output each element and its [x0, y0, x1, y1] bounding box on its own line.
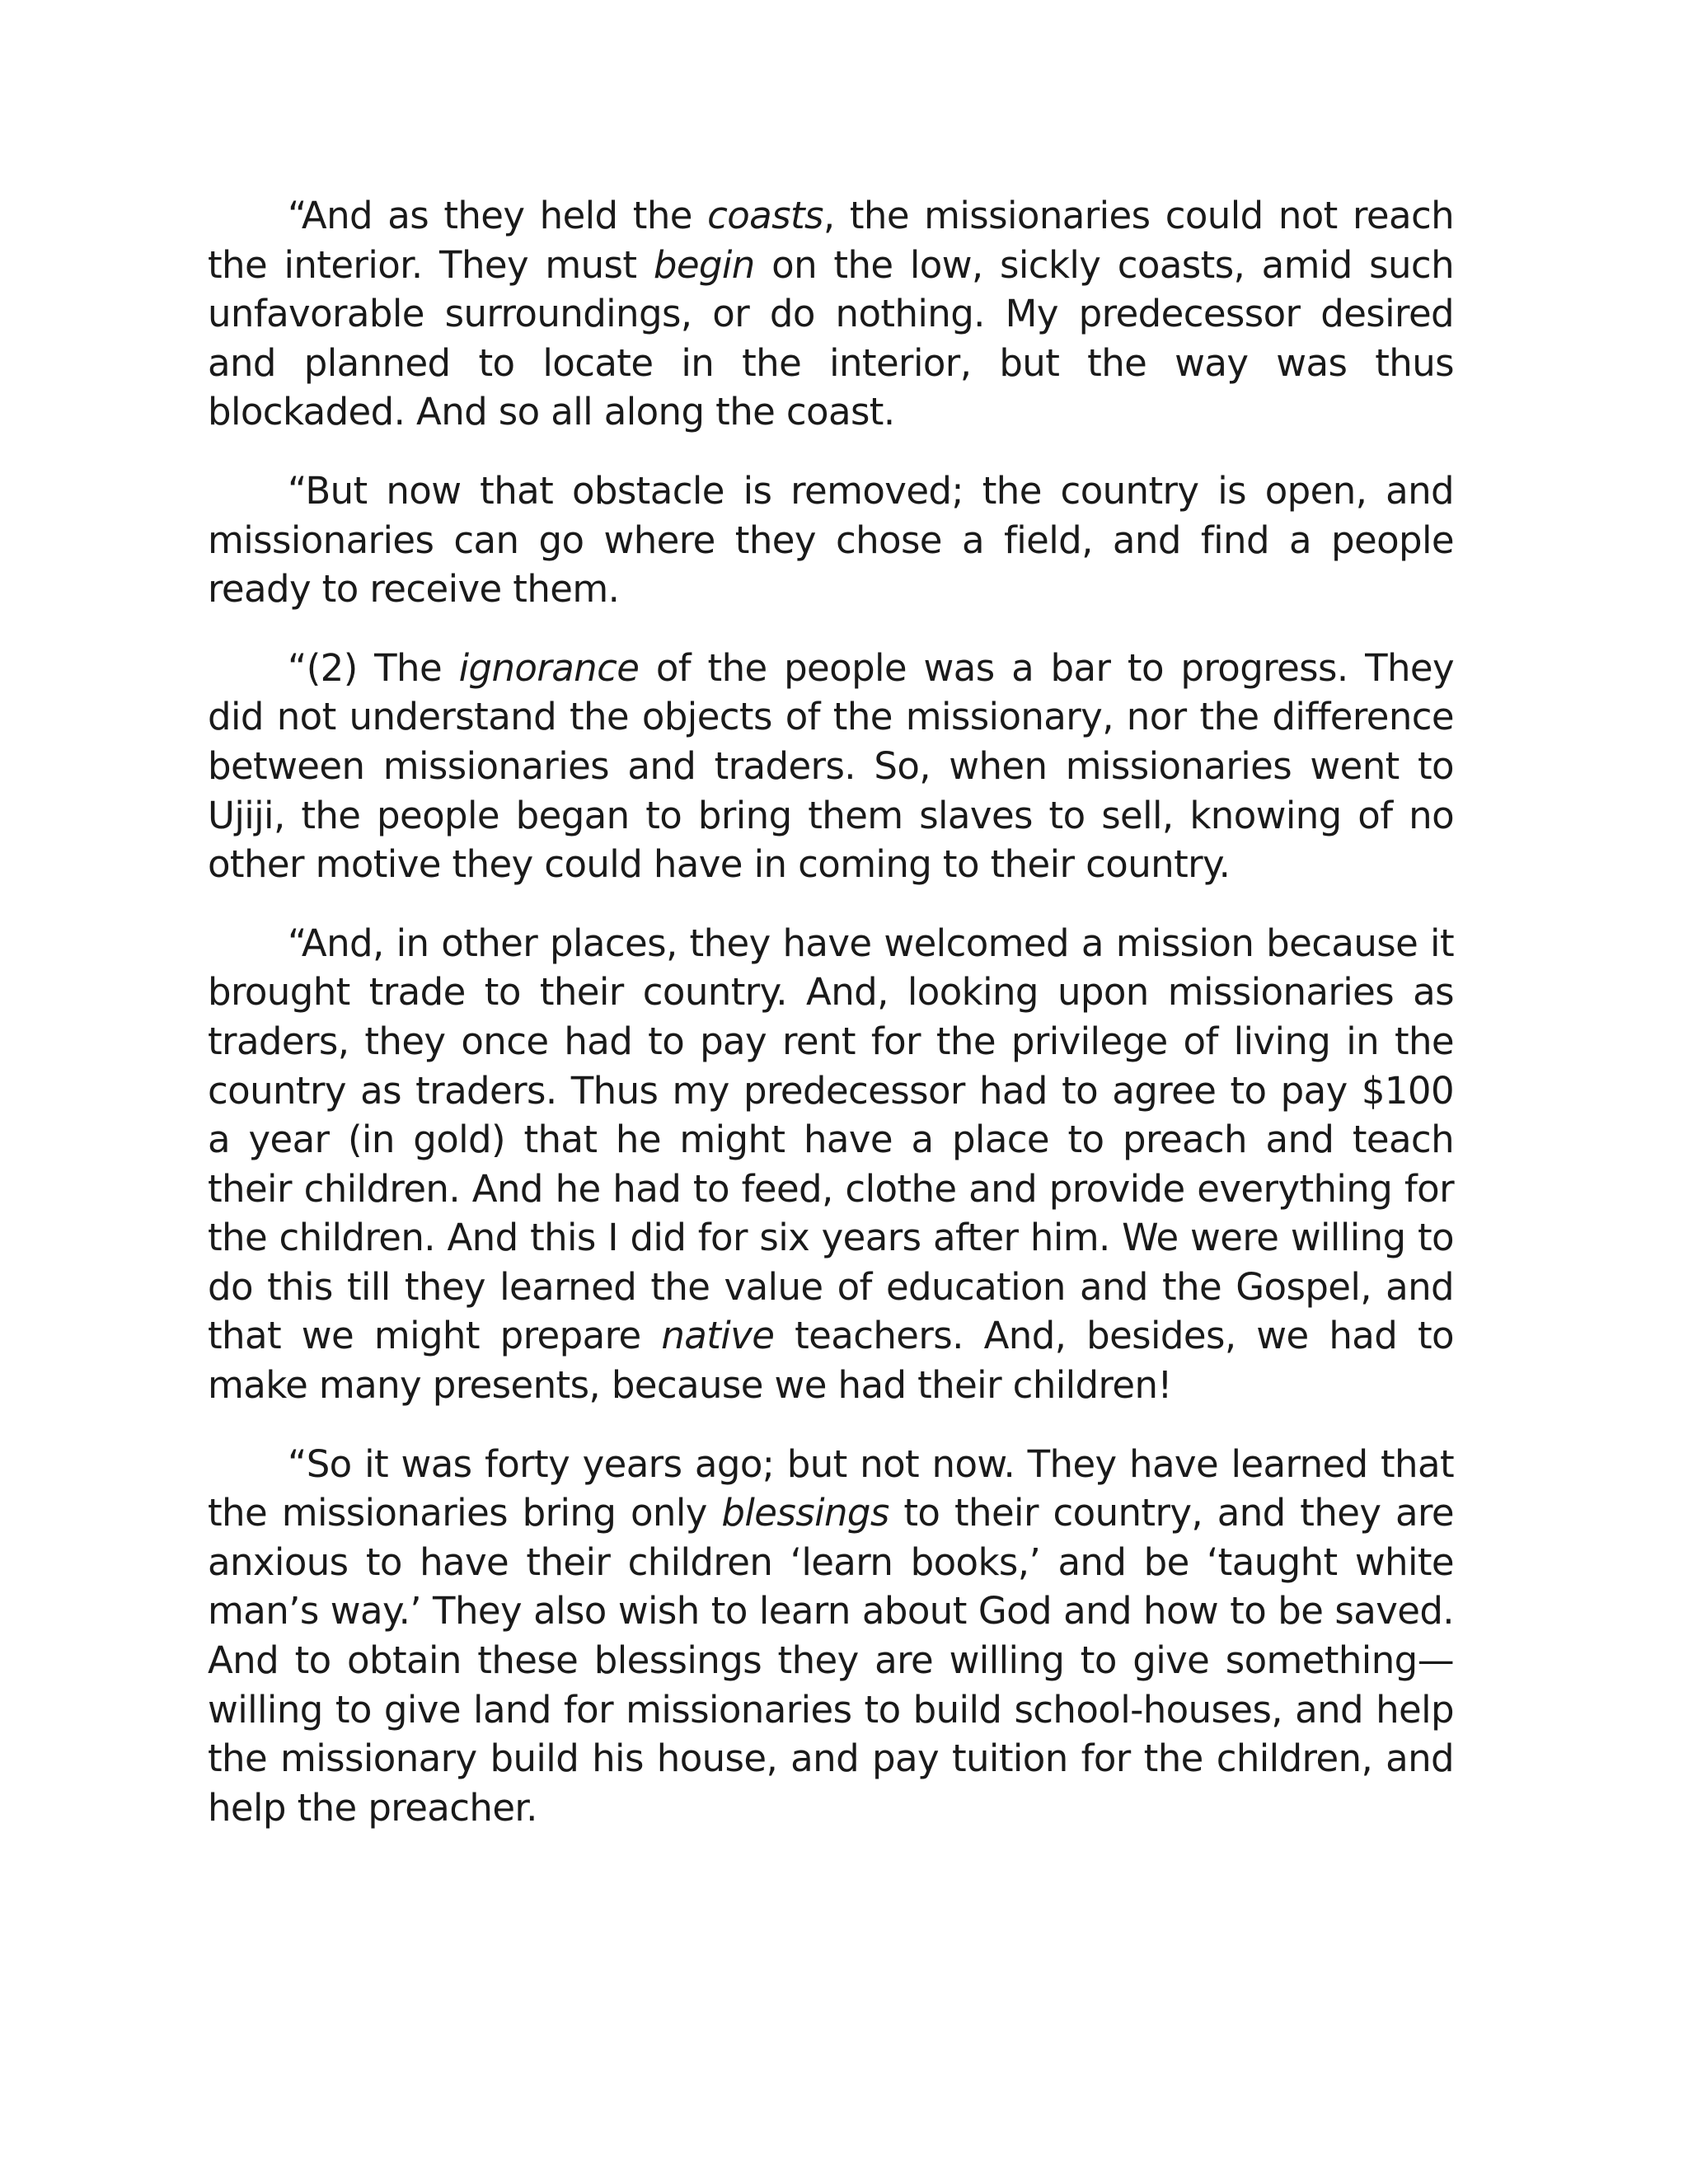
text-segment: “And, in other places, they have welcomed a mission because it brought trade to their country. And, looking upon missionaries as traders, they once had to pay rent for the privilege of living in the country as traders. Thus my predecessor had to agree to pay $100 a year (in gold) that he might have a place to preach and teach their children. And he had to feed, clothe and provide everything for the children. And this I did for six years after him. We were willing to do this till they learned the value of education and the Gospel, and that we might prepare — [208, 921, 1454, 1358]
text-segment: teachers. And, besides, we had to make many presents, because we had their children! — [208, 1314, 1454, 1408]
document-page — [208, 191, 1454, 1832]
italic-text-segment: begin — [653, 242, 755, 287]
text-segment: to their country, and they are anxious to have their children ‘learn books,’ and be ‘taught white man’s way.’ They also wish to learn about God and how to be saved. And to obtain these blessings they are willing to give something—willing to give land for missionaries to build school-houses, and help the missionary build his house, and pay tuition for the children, and help the preacher. — [208, 1491, 1454, 1830]
text-segment: “So it was forty years ago; but not now. They have learned that the missionaries bring only — [208, 1441, 1454, 1535]
italic-text-segment: native — [661, 1314, 775, 1358]
paragraph-4 — [208, 919, 1454, 1410]
text-segment: “But now that obstacle is removed; the country is open, and missionaries can go where they chose a field, and find a people ready to receive them. — [208, 468, 1454, 612]
text-segment: of the people was a bar to progress. They did not understand the objects of the missionary, nor the difference between missionaries and traders. So, when missionaries went to Ujiji, the people began to bring them slaves to sell, knowing of no other motive they could have in coming to their country. — [208, 645, 1454, 887]
paragraph-3 — [208, 644, 1454, 889]
italic-text-segment: ignorance — [458, 645, 640, 690]
italic-text-segment: blessings — [721, 1491, 889, 1535]
italic-text-segment: coasts — [707, 194, 823, 237]
text-segment: “And as they held the — [288, 194, 708, 237]
paragraph-5 — [208, 1440, 1454, 1833]
text-segment: , the missionaries could not reach the interior. They must — [208, 194, 1455, 287]
text-segment: on the low, sickly coasts, amid such unfavorable surroundings, or do nothing. My predecessor desired and planned to locate in the interior, but the way was thus blockaded. And so all along the coast. — [208, 242, 1454, 434]
paragraph-2 — [208, 466, 1454, 614]
text-segment: “(2) The — [288, 645, 459, 690]
paragraph-1 — [208, 191, 1454, 437]
